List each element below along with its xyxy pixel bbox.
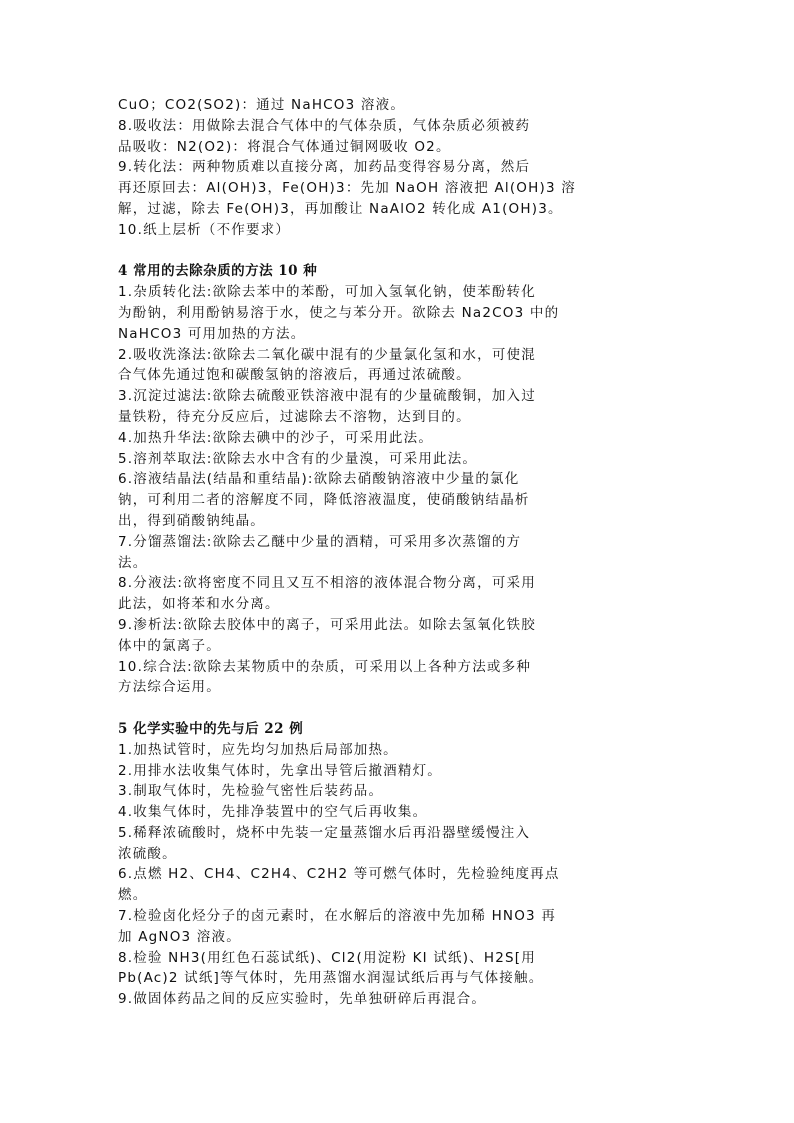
paragraph-gap (118, 698, 678, 719)
text-line: 9.做固体药品之间的反应实验时，先单独研碎后再混合。 (118, 991, 487, 1008)
text-line: 8.分液法:欲将密度不同且又互不相溶的液体混合物分离，可采用 (118, 575, 536, 592)
text-line: 6.点燃 H2、CH4、C2H4、C2H2 等可燃气体时，先检验纯度再点 (118, 866, 560, 883)
text-line: 燃。 (118, 887, 148, 904)
text-line: 3.沉淀过滤法:欲除去硫酸亚铁溶液中混有的少量硫酸铜，加入过 (118, 388, 536, 405)
text-line: NaHCO3 可用加热的方法。 (118, 325, 306, 342)
text-line: 加 AgNO3 溶液。 (118, 928, 241, 945)
text-line: 5.稀释浓硫酸时，烧杯中先装一定量蒸馏水后再沿器壁缓慢注入 (118, 824, 531, 841)
text-line: 为酚钠，利用酚钠易溶于水，使之与苯分开。欲除去 Na2CO3 中的 (118, 304, 560, 321)
text-line: 10.纸上层析（不作要求） (118, 221, 291, 238)
paragraph-gap (118, 241, 678, 262)
text-line: 品吸收：N2(O2)：将混合气体通过铜网吸收 O2。 (118, 138, 451, 155)
text-line: 量铁粉，待充分反应后，过滤除去不溶物，达到目的。 (118, 408, 471, 425)
text-line: 法。 (118, 554, 148, 571)
text-line: 7.检验卤化烃分子的卤元素时，在水解后的溶液中先加稀 HNO3 再 (118, 908, 557, 925)
text-line: 7.分馏蒸馏法:欲除去乙醚中少量的酒精，可采用多次蒸馏的方 (118, 533, 522, 550)
text-line: 合气体先通过饱和碳酸氢钠的溶液后，再通过浓硫酸。 (118, 367, 471, 384)
text-line: 8.吸收法：用做除去混合气体中的气体杂质，气体杂质必须被药 (118, 117, 531, 134)
document-page (118, 95, 678, 1010)
text-line: 2.用排水法收集气体时，先拿出导管后撤酒精灯。 (118, 762, 442, 779)
text-line: 解，过滤，除去 Fe(OH)3，再加酸让 NaAlO2 转化成 A1(OH)3。 (118, 200, 563, 217)
text-line: 8.检验 NH3(用红色石蕊试纸)、Cl2(用淀粉 KI 试纸)、H2S[用 (118, 949, 536, 966)
section-5 (118, 719, 678, 1010)
text-line: 9.渗析法:欲除去胶体中的离子，可采用此法。如除去氢氧化铁胶 (118, 616, 536, 633)
text-line: 钠，可利用二者的溶解度不同，降低溶液温度，使硝酸钠结晶析 (118, 492, 530, 509)
text-line: 此法，如将苯和水分离。 (118, 596, 280, 613)
section-4-heading: 4 常用的去除杂质的方法 10 种 (118, 263, 318, 280)
section-5-heading: 5 化学实验中的先与后 22 例 (118, 720, 304, 737)
text-line: 出，得到硝酸钠纯晶。 (118, 512, 265, 529)
text-line: 1.杂质转化法:欲除去苯中的苯酚，可加入氢氧化钠，使苯酚转化 (118, 284, 536, 301)
text-line: 1.加热试管时，应先均匀加热后局部加热。 (118, 741, 398, 758)
text-line: 再还原回去：Al(OH)3，Fe(OH)3：先加 NaOH 溶液把 Al(OH)3 溶 (118, 180, 576, 197)
section-4 (118, 261, 678, 698)
text-line: 方法综合运用。 (118, 679, 221, 696)
text-line: 2.吸收洗涤法:欲除去二氧化碳中混有的少量氯化氢和水，可使混 (118, 346, 536, 363)
text-line: 10.综合法:欲除去某物质中的杂质，可采用以上各种方法或多种 (118, 658, 532, 675)
text-line: 浓硫酸。 (118, 845, 177, 862)
text-line: Pb(Ac)2 试纸]等气体时，先用蒸馏水润湿试纸后再与气体接触。 (118, 970, 544, 987)
text-line: 6.溶液结晶法(结晶和重结晶):欲除去硝酸钠溶液中少量的氯化 (118, 471, 520, 488)
section-top (118, 95, 678, 241)
text-line: 9.转化法：两种物质难以直接分离，加药品变得容易分离，然后 (118, 159, 531, 176)
text-line: CuO；CO2(SO2)：通过 NaHCO3 溶液。 (118, 97, 406, 113)
text-line: 5.溶剂萃取法:欲除去水中含有的少量溴，可采用此法。 (118, 450, 478, 467)
text-line: 4.加热升华法:欲除去碘中的沙子，可采用此法。 (118, 429, 434, 446)
text-line: 体中的氯离子。 (118, 637, 221, 654)
text-line: 3.制取气体时，先检验气密性后装药品。 (118, 783, 384, 800)
text-line: 4.收集气体时，先排净装置中的空气后再收集。 (118, 804, 428, 821)
